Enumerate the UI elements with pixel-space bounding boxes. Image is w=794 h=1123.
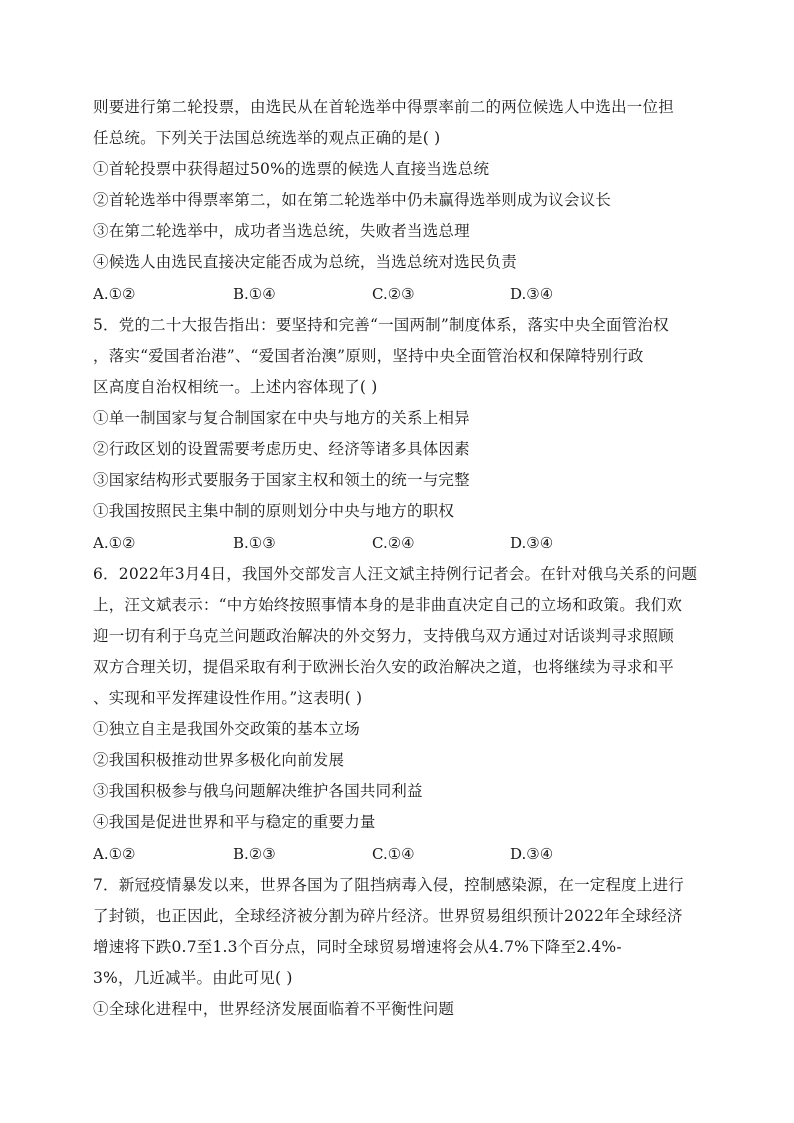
- q6-statement-3: ③我国积极参与俄乌问题解决维护各国共同利益: [93, 782, 423, 800]
- q5-stem-line-2: ，落实“爱国者治港”、“爱国者治澳”原则，坚持中央全面管治权和保障特别行政: [93, 347, 644, 365]
- q7-statement-1: ①全球化进程中，世界经济发展面临着不平衡性问题: [93, 1000, 455, 1018]
- q4-option-d[interactable]: D.③④: [510, 285, 554, 303]
- q5-option-c[interactable]: C.②④: [372, 534, 415, 552]
- q7-stem-line-2: 了封锁，也正因此，全球经济被分割为碎片经济。世界贸易组织预计2022年全球经济: [93, 907, 683, 925]
- q6-stem-line-1: 6．2022年3月4日，我国外交部发言人汪文斌主持例行记者会。在针对俄乌关系的问题: [93, 565, 698, 583]
- q7-stem-line-3: 增速将下跌0.7至1.3个百分点，同时全球贸易增速将会从4.7%下降至2.4%-: [93, 938, 622, 956]
- q6-statement-1: ①独立自主是我国外交政策的基本立场: [93, 720, 360, 738]
- q7-stem-line-4: 3%，几近减半。由此可见( ): [93, 969, 293, 987]
- q4-statement-2: ②首轮选举中得票率第二，如在第二轮选举中仍未赢得选举则成为议会议长: [93, 191, 612, 209]
- q5-stem-line-1: 5．党的二十大报告指出：要坚持和完善“一国两制”制度体系，落实中央全面管治权: [93, 316, 669, 334]
- q5-statement-1: ①单一制国家与复合制国家在中央与地方的关系上相异: [93, 409, 470, 427]
- q6-option-b[interactable]: B.②③: [233, 845, 276, 863]
- q5-statement-4: ①我国按照民主集中制的原则划分中央与地方的职权: [93, 502, 455, 520]
- q4-statement-4: ④候选人由选民直接决定能否成为总统，当选总统对选民负责: [93, 253, 517, 271]
- q4-statement-1: ①首轮投票中获得超过50%的选票的候选人直接当选总统: [93, 160, 490, 178]
- q6-stem-line-3: 迎一切有利于乌克兰问题政治解决的外交努力，支持俄乌双方通过对话谈判寻求照顾: [93, 627, 674, 645]
- q4-option-a[interactable]: A.①②: [93, 285, 136, 303]
- q4-options: [93, 284, 713, 304]
- q6-stem-line-5: 、实现和平发挥建设性作用。”这表明( ): [93, 689, 363, 707]
- q4-stem-line-1: 则要进行第二轮投票，由选民从在首轮选举中得票率前二的两位候选人中选出一位担: [93, 98, 674, 116]
- q6-stem-line-4: 双方合理关切，提倡采取有利于欧洲长治久安的政治解决之道，也将继续为寻求和平: [93, 658, 674, 676]
- q4-statement-3: ③在第二轮选举中，成功者当选总统，失败者当选总理: [93, 222, 470, 240]
- q4-stem-line-2: 任总统。下列关于法国总统选举的观点正确的是( ): [93, 129, 441, 147]
- q5-statement-3: ③国家结构形式要服务于国家主权和领土的统一与完整: [93, 471, 470, 489]
- q6-option-d[interactable]: D.③④: [510, 845, 554, 863]
- q6-option-a[interactable]: A.①②: [93, 845, 136, 863]
- q4-option-c[interactable]: C.②③: [372, 285, 415, 303]
- q6-statement-4: ④我国是促进世界和平与稳定的重要力量: [93, 813, 376, 831]
- q5-option-b[interactable]: B.①③: [233, 534, 276, 552]
- q4-option-b[interactable]: B.①④: [233, 285, 276, 303]
- q5-stem-line-3: 区高度自治权相统一。上述内容体现了( ): [93, 378, 378, 396]
- q5-statement-2: ②行政区划的设置需要考虑历史、经济等诸多具体因素: [93, 440, 470, 458]
- q6-stem-line-2: 上，汪文斌表示：“中方始终按照事情本身的是非曲直决定自己的立场和政策。我们欢: [93, 596, 683, 614]
- q5-option-d[interactable]: D.③④: [510, 534, 554, 552]
- q7-stem-line-1: 7．新冠疫情暴发以来，世界各国为了阻挡病毒入侵，控制感染源，在一定程度上进行: [93, 876, 684, 894]
- q6-statement-2: ②我国积极推动世界多极化向前发展: [93, 751, 345, 769]
- q6-option-c[interactable]: C.①④: [372, 845, 415, 863]
- q5-options: [93, 533, 713, 553]
- q6-options: [93, 844, 713, 864]
- q5-option-a[interactable]: A.①②: [93, 534, 136, 552]
